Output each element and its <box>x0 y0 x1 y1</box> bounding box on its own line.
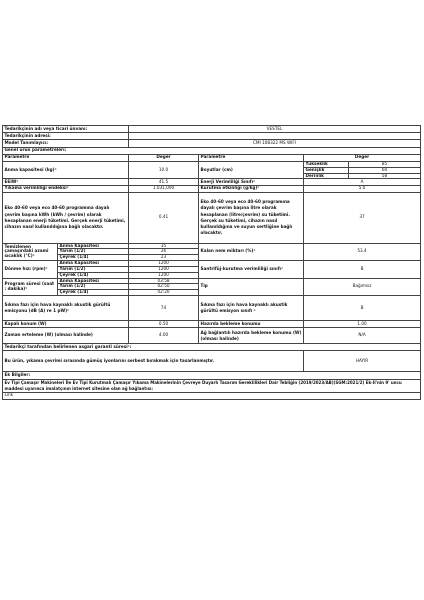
extra-info-row <box>3 372 421 379</box>
noise-class-value: B <box>304 296 421 321</box>
warranty-row <box>3 344 421 351</box>
duration-half-label: Yarım (1/2) <box>58 284 129 290</box>
delay-row <box>3 328 421 344</box>
rated-capacity-value: 10.0 <box>129 161 199 178</box>
duration-quarter-label: Çeyrek (1/4) <box>58 290 129 296</box>
duration-rated-label: Anma Kapasitesi <box>58 278 129 284</box>
rated-capacity-label: Anma kapasitesi (kg)ᵃ <box>3 161 129 178</box>
width-label: Genişlik <box>304 167 349 173</box>
power-row <box>3 321 421 328</box>
washing-index-value: 1.031,000 <box>129 186 199 193</box>
spin-speed-label: Dönme hızı (rpm)ᵃ <box>3 261 58 278</box>
col-value-left: Değer <box>129 154 199 161</box>
washing-row <box>3 186 421 193</box>
silver-ion-value: HAYIR <box>304 351 421 372</box>
width-value: 60 <box>349 167 421 173</box>
water-consumption-value: 37 <box>304 192 421 243</box>
network-standby-label: Ağ bağlantılı hazırda bekleme konumu (W) (olması halinde) <box>199 328 304 344</box>
noise-value: 74 <box>129 296 199 321</box>
dimensions-label: Boyutlar (cm) <box>199 161 304 178</box>
temperature-row-1 <box>3 243 421 249</box>
regulation-text: Ev Tipi Çamaşır Makineleri İle Ev Tipi Kurutmalı Çamaşır Yıkama Makinelerinin Çevreye Duyarlı Tasarım Gereklilikleri Dair Tebliğin (2019/2023/AB)(SGM:2021/2) Ek-II'nin 9' uncu maddesi uyarınca imalatçının internet sitesine olan ağ bağlantısı: <box>3 379 421 392</box>
spec-table <box>2 125 421 400</box>
duration-label: Program süresi (saat : dakika)ᵃ <box>3 278 58 295</box>
type-label: Tip <box>199 278 304 295</box>
energy-class-value: A <box>304 179 421 186</box>
spin-half-value: 1200 <box>129 266 199 272</box>
delay-start-label: Zaman erteleme (W) (olması halinde) <box>3 328 129 344</box>
height-value: 85 <box>349 161 421 167</box>
noise-label: Sıkma fazı için hava kaynaklı akustik gürültü emisyonu (dB (A) re 1 pW)ᵃ <box>3 296 129 321</box>
duration-row-1 <box>3 278 421 284</box>
eeiw-row <box>3 179 421 186</box>
temp-rated-value: 35 <box>129 243 199 249</box>
temp-quarter-label: Çeyrek (1/4) <box>58 255 129 261</box>
spin-quarter-value: 1200 <box>129 272 199 278</box>
energy-consumption-label: Eko 40-60 veya eco 40-60 programına dayalı çevrim başına kWh (kWh / çevrim) olarak hesaplanan enerji tüketimi. Gerçek enerji tüketimi, cihazın nasıl kullanıldığına bağlı olacaktır. <box>3 192 129 243</box>
spin-class-value: B <box>304 261 421 278</box>
supplier-name-row <box>3 126 421 133</box>
delay-start-value: 4.00 <box>129 328 199 344</box>
noise-class-label: Sıkma fazı için hava kaynaklı akustik gürültü emisyon sınıfı ᵃ <box>199 296 304 321</box>
extra-info-label: Ek Bilgiler: <box>3 372 421 379</box>
off-mode-label: Kapalı konum (W) <box>3 321 129 328</box>
duration-quarter-value: 02:20 <box>129 290 199 296</box>
network-standby-value: N/A <box>304 328 421 344</box>
height-label: Yükseklik <box>304 161 349 167</box>
rinsing-value: 5.0 <box>304 186 421 193</box>
warranty-label: Tedarikçi tarafından belirlenen asgari garanti süresiᵃ: <box>3 344 421 351</box>
energy-consumption-value: 0.41 <box>129 192 199 243</box>
standby-label: Hazırda bekleme konumu <box>199 321 304 328</box>
max-temp-label: Temizlenen çamaşırdaki azami sıcaklık (°C)ᵃ <box>3 243 58 260</box>
duration-rated-value: 03:58 <box>129 278 199 284</box>
col-param-right: Parametre <box>199 154 304 161</box>
eeiw-label: EEIWᵃ <box>3 179 129 186</box>
energy-class-label: Enerji Verimliliği Sınıfıᵃ <box>199 179 304 186</box>
column-header-row <box>3 154 421 161</box>
silver-ion-label: Bu ürün, yıkama çevrimi sırasında gümüş iyonlarını serbest bırakmak için tasarlanmıştır. <box>3 351 304 372</box>
model-row <box>3 140 421 147</box>
consumption-row <box>3 192 421 243</box>
standby-value: 1.00 <box>304 321 421 328</box>
moisture-value: 53.4 <box>304 243 421 260</box>
general-params-label: Genel ürün parametreleri: <box>3 147 421 154</box>
water-consumption-label: Eko 40-60 veya eco 40-60 programına dayalı çevrim başına litre olarak hesaplanan (litre/çevrim) su tüketimi. Gerçek su tüketimi, cihazın nasıl kullanıldığına ve suyun sertliğine bağlı olacaktır. <box>199 192 304 243</box>
spin-half-label: Yarım (1/2) <box>58 266 129 272</box>
depth-label: Derinlik <box>304 173 349 179</box>
temp-half-label: Yarım (1/2) <box>58 249 129 255</box>
supplier-name-value: VESTEL <box>129 126 421 133</box>
moisture-label: Kalan nem miktarı (%)ᵃ <box>199 243 304 260</box>
noise-row <box>3 296 421 321</box>
product-info-sheet <box>2 125 420 400</box>
supplier-address-row <box>3 133 421 140</box>
spin-quarter-label: Çeyrek (1/4) <box>58 272 129 278</box>
duration-half-value: 02:50 <box>129 284 199 290</box>
model-label: Model Tanımlayıcı: <box>3 140 129 147</box>
supplier-address-label: Tedarikçinin adresi: <box>3 133 129 140</box>
spin-rated-value: 1200 <box>129 261 199 267</box>
manufacturer-link[interactable]: Link <box>3 392 421 399</box>
eeiw-value: 41.5 <box>129 179 199 186</box>
rinsing-label: Kurutma etkinliği (g/kg)ᵃ <box>199 186 304 193</box>
temp-quarter-value: 23 <box>129 255 199 261</box>
general-params-row <box>3 147 421 154</box>
col-param-left: Parametre <box>3 154 129 161</box>
type-value: Bağımsız <box>304 278 421 295</box>
temp-half-value: 26 <box>129 249 199 255</box>
model-value: CMI 108322 MS WIFI <box>129 140 421 147</box>
temp-rated-label: Anma Kapasitesi <box>58 243 129 249</box>
depth-value: 58 <box>349 173 421 179</box>
spin-rated-label: Anma Kapasitesi <box>58 261 129 267</box>
supplier-address-value <box>129 133 421 140</box>
col-value-right: Değer <box>304 154 421 161</box>
link-row <box>3 392 421 399</box>
supplier-name-label: Tedarikçinin adı veya ticari ünvanı: <box>3 126 129 133</box>
washing-index-label: Yıkama verimliliği endeksiᵃ <box>3 186 129 193</box>
regulation-row <box>3 379 421 392</box>
off-mode-value: 0.50 <box>129 321 199 328</box>
spin-class-label: Santrifüj-kurutma verimliliği sınıfıᵃ <box>199 261 304 278</box>
spin-row-1 <box>3 261 421 267</box>
silver-ion-row <box>3 351 421 372</box>
